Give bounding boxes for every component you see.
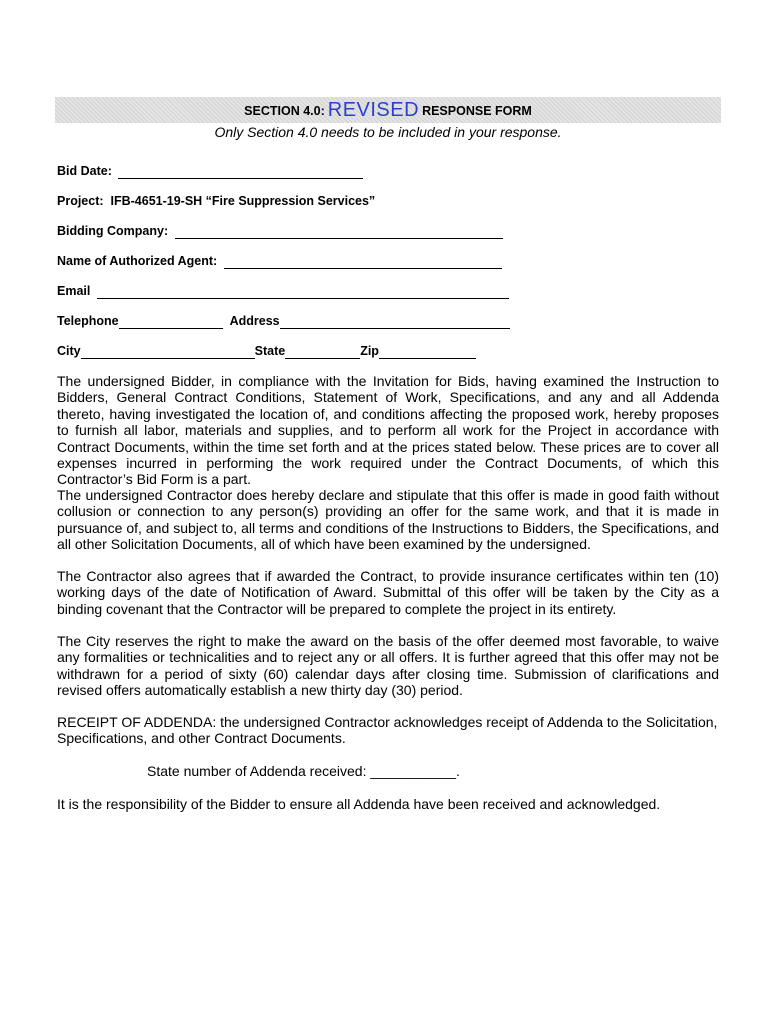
address-field[interactable] — [280, 316, 510, 329]
bid-date-row — [57, 163, 363, 179]
email-label: Email — [57, 284, 91, 298]
receipt-of-addenda-paragraph: RECEIPT OF ADDENDA: the undersigned Contractor acknowledges receipt of Addenda to the Solicitation, Specifications, and other Contract Documents. — [57, 714, 718, 747]
section-title — [55, 99, 721, 122]
address-label: Address — [229, 314, 280, 328]
telephone-field[interactable] — [119, 316, 223, 329]
city-state-zip-row — [57, 343, 476, 359]
award-paragraph: The City reserves the right to make the award on the basis of the offer deemed most favorable, to waive any formalities or technicalities and to reject any or all offers. It is further agreed that this offer may not be withdrawn for a period of sixty (60) calendar days after closing time. Submission of clarifications and revised offers automatically establish a new thirty day (30) period. — [57, 633, 719, 699]
state-field[interactable] — [285, 346, 360, 359]
project-label: Project: — [57, 194, 104, 208]
zip-field[interactable] — [379, 346, 476, 359]
compliance-paragraph: The undersigned Bidder, in compliance with the Invitation for Bids, having examined the Instruction to Bidders, General Contract Conditions, Statement of Work, Specifications, and any and all Addenda thereto, having investigated the location of, and conditions affecting the proposed work, hereby proposes to furnish all labor, materials and supplies, and to perform all work for the Project in accordance with Contract Documents, within the time set forth and at the prices stated below. These prices are to cover all expenses incurred in performing the work required under the Contract Documents, of which this Contractor’s Bid Form is a part. — [57, 373, 719, 488]
project-value: IFB-4651-19-SH “Fire Suppression Services” — [110, 194, 376, 208]
email-field[interactable] — [97, 286, 509, 299]
section-label: SECTION 4.0: — [244, 104, 325, 118]
authorized-agent-row — [57, 253, 502, 269]
good-faith-paragraph: The undersigned Contractor does hereby declare and stipulate that this offer is made in good faith without collusion or connection to any person(s) providing an offer for the same work, and that it is made in pursuance of, and subject to, all terms and conditions of the Instructions to Bidders, the Specifications, and all other Solicitation Documents, all of which have been examined by the undersigned. — [57, 487, 719, 553]
email-row — [57, 283, 509, 299]
bidding-company-label: Bidding Company: — [57, 224, 169, 238]
city-label: City — [57, 344, 81, 358]
revised-label: REVISED — [327, 99, 420, 121]
bidding-company-field[interactable] — [175, 226, 503, 239]
project-row — [57, 193, 375, 209]
authorized-agent-label: Name of Authorized Agent: — [57, 254, 218, 268]
bid-date-label: Bid Date: — [57, 164, 112, 178]
bidder-responsibility-paragraph: It is the responsibility of the Bidder to ensure all Addenda have been received and acknowledged. — [57, 796, 661, 812]
insurance-paragraph: The Contractor also agrees that if awarded the Contract, to provide insurance certificates within ten (10) working days of the date of Notification of Award. Submittal of this offer will be taken by the City as a binding covenant that the Contractor will be prepared to complete the project in its entirety. — [57, 568, 719, 617]
addenda-count-line: State number of Addenda received: ___________. — [147, 763, 460, 779]
zip-label: Zip — [360, 344, 379, 358]
city-field[interactable] — [81, 346, 255, 359]
page-subtitle: Only Section 4.0 needs to be included in your response. — [214, 124, 562, 140]
bid-date-field[interactable] — [118, 166, 363, 179]
state-label: State — [254, 344, 286, 358]
bidding-company-row — [57, 223, 503, 239]
telephone-address-row — [57, 313, 510, 329]
telephone-label: Telephone — [57, 314, 119, 328]
authorized-agent-field[interactable] — [224, 256, 502, 269]
form-label: RESPONSE FORM — [422, 104, 532, 118]
